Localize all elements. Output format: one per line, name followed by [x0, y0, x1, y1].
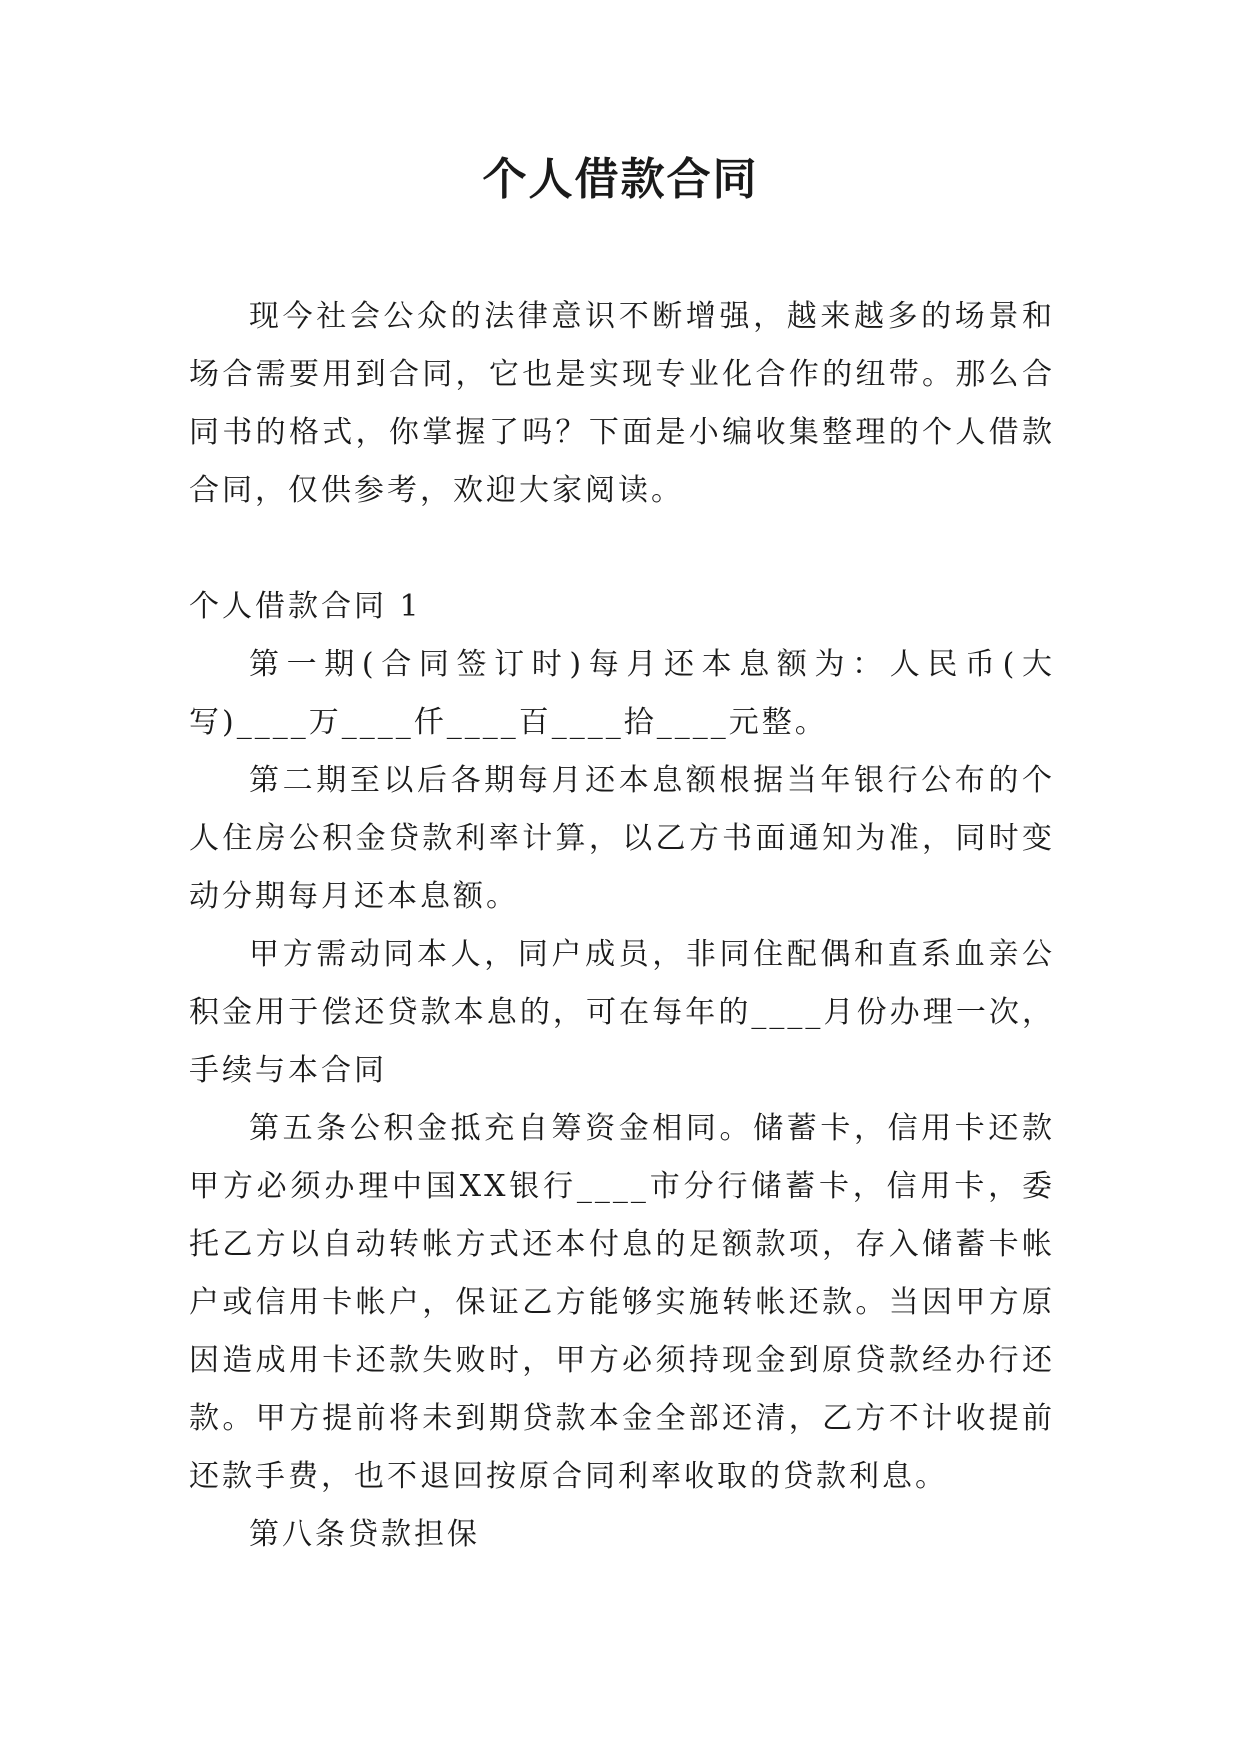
intro-block — [189, 288, 1055, 520]
paragraph-article-five: 第五条公积金抵充自筹资金相同。储蓄卡，信用卡还款甲方必须办理中国XX银行____市分行储蓄卡，信用卡，委托乙方以自动转帐方式还本付息的足额款项，存入储蓄卡帐户或信用卡帐户，保证乙方能够实施转帐还款。当因甲方原因造成用卡还款失败时，甲方必须持现金到原贷款经办行还款。甲方提前将未到期贷款本金全部还清，乙方不计收提前还款手费，也不退回按原合同利率收取的贷款利息。 — [189, 1111, 1055, 1494]
contract-section — [189, 578, 1055, 1564]
intro-paragraph: 现今社会公众的法律意识不断增强，越来越多的场景和场合需要用到合同，它也是实现专业化合作的纽带。那么合同书的格式，你掌握了吗？下面是小编收集整理的个人借款合同，仅供参考，欢迎大家阅读。 — [189, 299, 1055, 508]
paragraph-article-eight: 第八条贷款担保 — [249, 1517, 480, 1552]
document-title: 个人借款合同 — [482, 154, 759, 205]
paragraph-installment-later: 第二期至以后各期每月还本息额根据当年银行公布的个人住房公积金贷款利率计算，以乙方书面通知为准，同时变动分期每月还本息额。 — [189, 763, 1055, 914]
paragraph-installment-first: 第一期(合同签订时)每月还本息额为：人民币(大写)____万____仟____百____拾____元整。 — [189, 647, 1055, 740]
paragraph-provident-fund: 甲方需动同本人，同户成员，非同住配偶和直系血亲公积金用于偿还贷款本息的，可在每年的____月份办理一次，手续与本合同 — [189, 937, 1055, 1088]
section-title: 个人借款合同 1 — [189, 589, 422, 624]
